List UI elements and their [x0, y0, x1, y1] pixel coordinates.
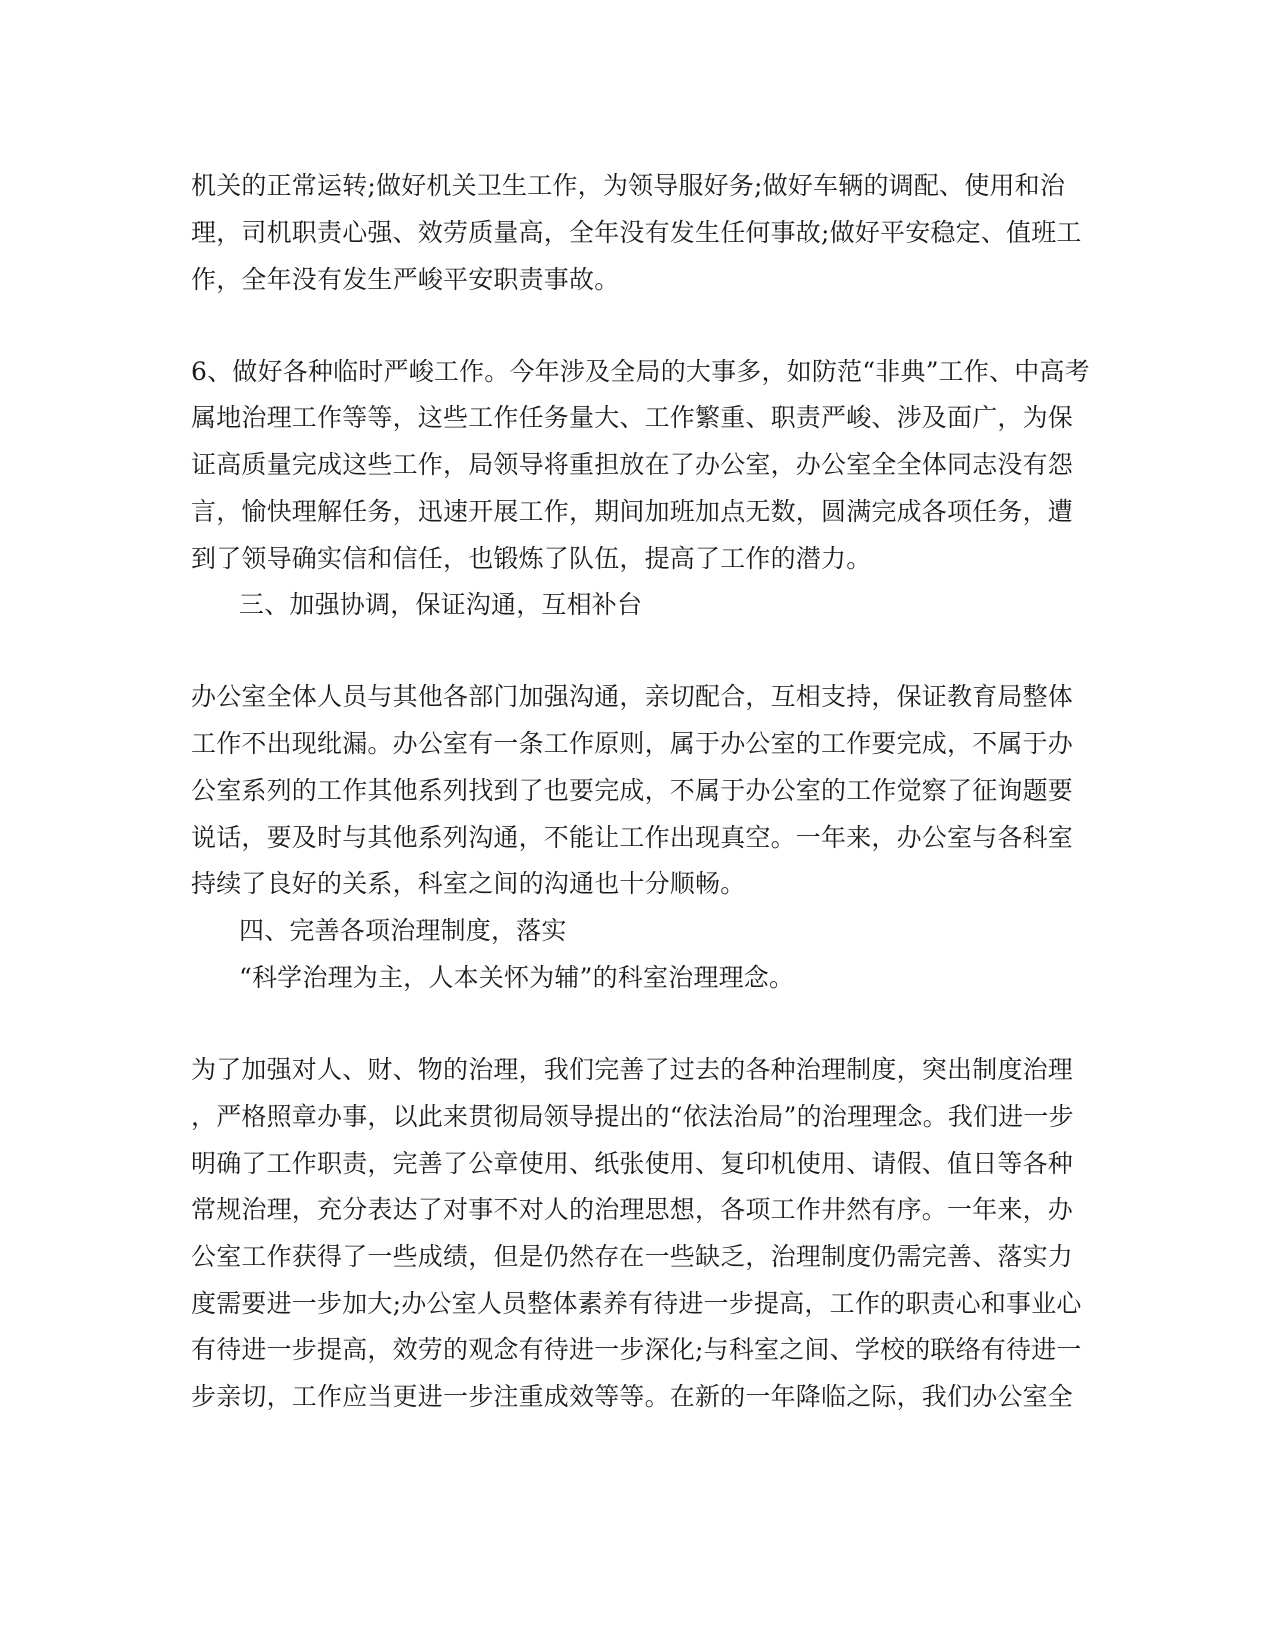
text-line: 公室工作获得了一些成绩，但是仍然存在一些缺乏，治理制度仍需完善、落实力: [191, 1242, 1074, 1271]
text-line: 步亲切，工作应当更进一步注重成效等等。在新的一年降临之际，我们办公室全: [191, 1382, 1074, 1411]
text-line: 机关的正常运转;做好机关卫生工作，为领导服好务;做好车辆的调配、使用和治: [191, 171, 1066, 200]
text-line: 度需要进一步加大;办公室人员整体素养有待进一步提高，工作的职责心和事业心: [191, 1289, 1082, 1318]
text-line: 证高质量完成这些工作，局领导将重担放在了办公室，办公室全全体同志没有怨: [191, 450, 1074, 479]
section-heading: 四、完善各项治理制度，落实: [239, 916, 567, 945]
text-line: 言，愉快理解任务，迅速开展工作，期间加班加点无数，圆满完成各项任务，遭: [191, 497, 1074, 526]
section-heading: 三、加强协调，保证沟通，互相补台: [239, 590, 643, 619]
text-line: 为了加强对人、财、物的治理，我们完善了过去的各种治理制度，突出制度治理: [191, 1055, 1074, 1084]
text-line: 工作不出现纰漏。办公室有一条工作原则，属于办公室的工作要完成，不属于办: [191, 729, 1074, 758]
text-line: 有待进一步提高，效劳的观念有待进一步深化;与科室之间、学校的联络有待进一: [191, 1335, 1082, 1364]
text-line: 理，司机职责心强、效劳质量高，全年没有发生任何事故;做好平安稳定、值班工: [191, 218, 1082, 247]
text-line: 作，全年没有发生严峻平安职责事故。: [191, 265, 620, 294]
text-line: 明确了工作职责，完善了公章使用、纸张使用、复印机使用、请假、值日等各种: [191, 1149, 1074, 1178]
text-line: 公室系列的工作其他系列找到了也要完成，不属于办公室的工作觉察了征询题要: [191, 776, 1074, 805]
text-line: 属地治理工作等等，这些工作任务量大、工作繁重、职责严峻、涉及面广，为保: [191, 403, 1074, 432]
text-line: 持续了良好的关系，科室之间的沟通也十分顺畅。: [191, 869, 746, 898]
text-line: 说话，要及时与其他系列沟通，不能让工作出现真空。一年来，办公室与各科室: [191, 823, 1074, 852]
text-line: 到了领导确实信和信任，也锻炼了队伍，提高了工作的潜力。: [191, 544, 872, 573]
text-line: 6、做好各种临时严峻工作。今年涉及全局的大事多，如防范“非典”工作、中高考: [191, 357, 1090, 386]
text-line: ，严格照章办事，以此来贯彻局领导提出的“依法治局”的治理理念。我们进一步: [191, 1102, 1074, 1131]
text-line: 办公室全体人员与其他各部门加强沟通，亲切配合，互相支持，保证教育局整体: [191, 682, 1074, 711]
section-heading: “科学治理为主，人本关怀为辅”的科室治理理念。: [239, 963, 795, 992]
text-line: 常规治理，充分表达了对事不对人的治理思想，各项工作井然有序。一年来，办: [191, 1195, 1074, 1224]
